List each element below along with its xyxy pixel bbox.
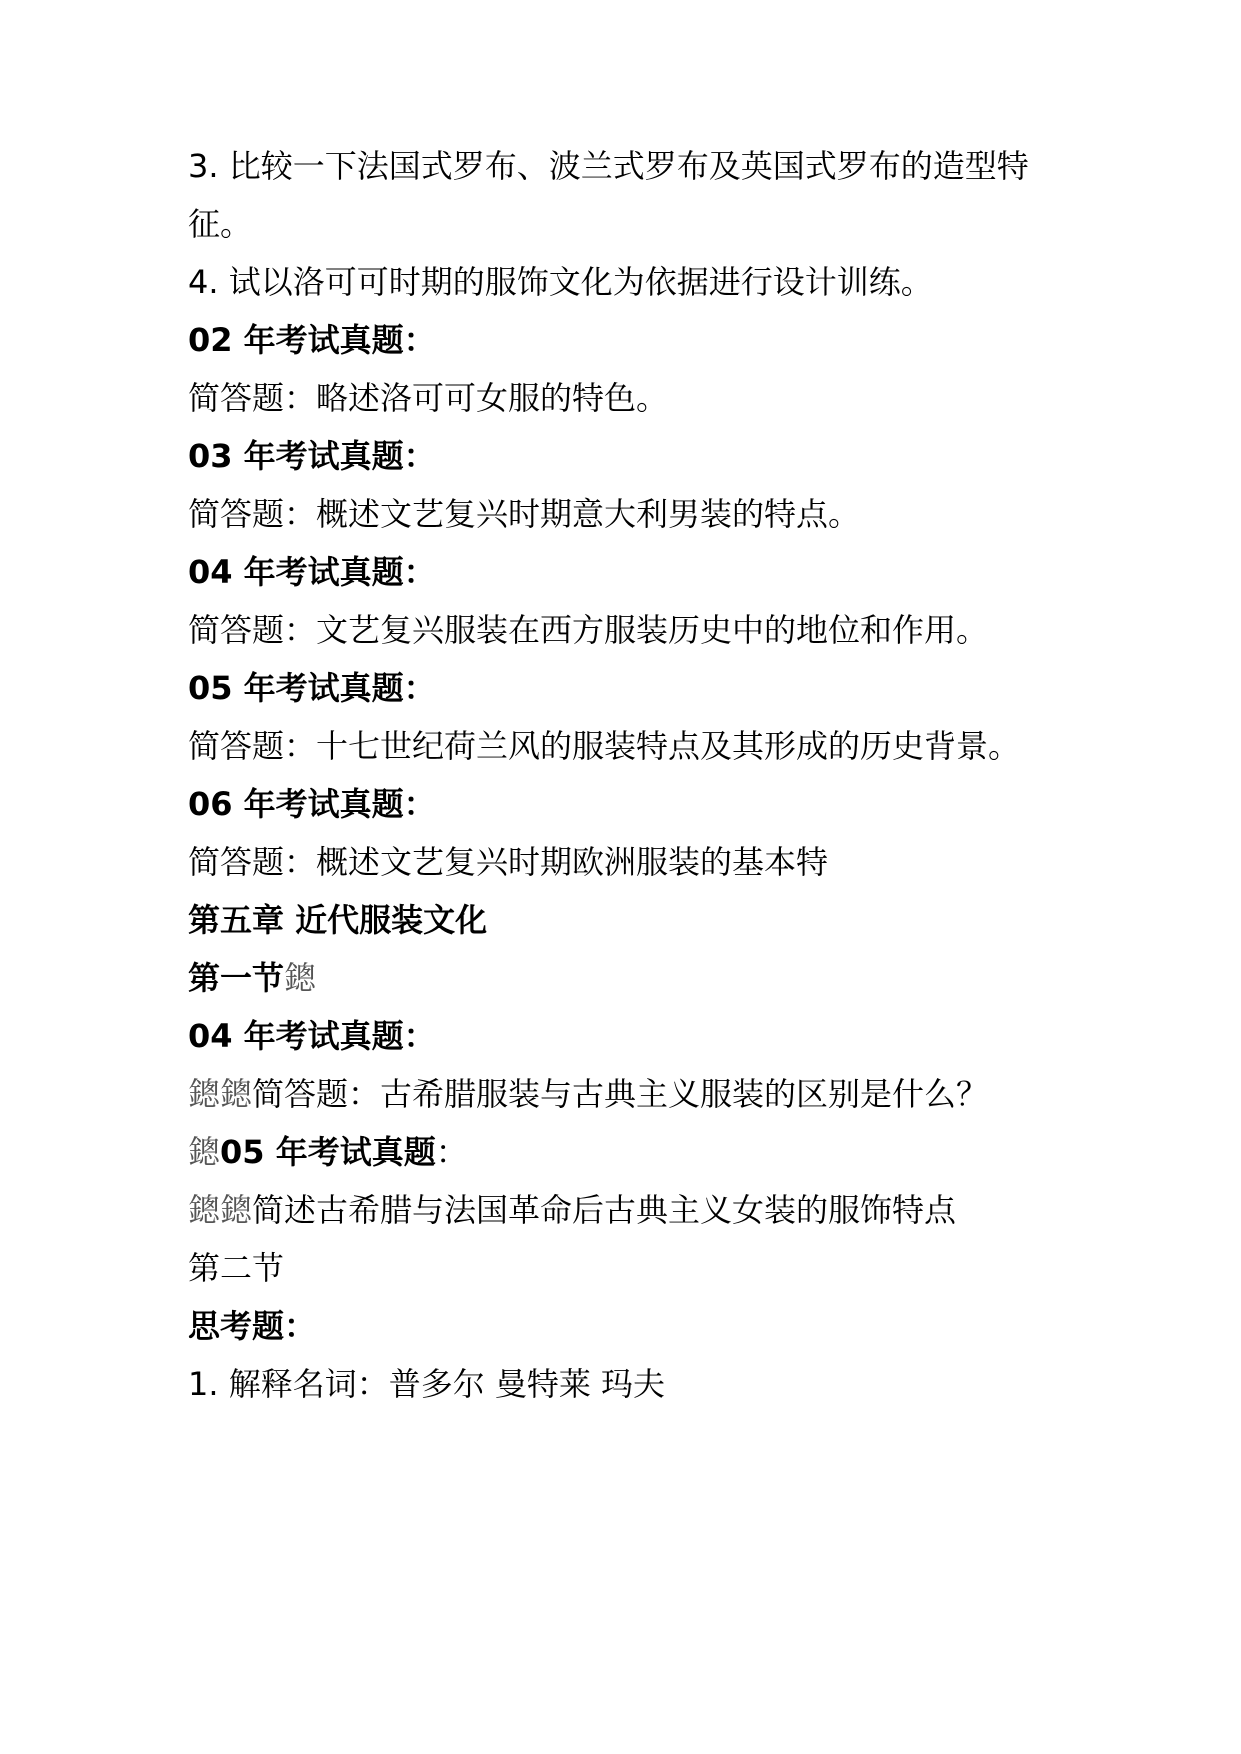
- garbled-glyph: 鏓: [284, 959, 317, 997]
- section-1-label: 第一节: [188, 959, 285, 997]
- question-3-line-1: 3. 比较一下法国式罗布、波兰式罗布及英国式罗布的造型特: [188, 147, 1029, 185]
- garbled-glyph: 鏓: [188, 1133, 221, 1171]
- colon: ：: [435, 1133, 468, 1171]
- section-2-heading: 第二节: [188, 1249, 285, 1287]
- exam-02-question: 简答题：略述洛可可女服的特色。: [188, 379, 669, 417]
- question-3-line-2: 征。: [188, 205, 253, 243]
- thinking-questions-heading: 思考题：: [188, 1307, 317, 1345]
- question-text: 简述古希腊与法国革命后古典主义女装的服饰特点: [252, 1191, 957, 1229]
- section-1-exam-05-heading: [188, 1128, 1088, 1176]
- exam-06-heading: 06 年考试真题：: [188, 785, 436, 823]
- section-1-exam-04-question: [188, 1070, 1088, 1118]
- chapter-5-title: 第五章 近代服装文化: [188, 901, 488, 939]
- question-text: 简答题：古希腊服装与古典主义服装的区别是什么？: [252, 1075, 989, 1113]
- exam-03-question: 简答题：概述文艺复兴时期意大利男装的特点。: [188, 495, 861, 533]
- exam-04-question: 简答题：文艺复兴服装在西方服装历史中的地位和作用。: [188, 611, 989, 649]
- exam-05-label: 05 年考试真题: [220, 1133, 436, 1171]
- section-1-exam-04-heading: 04 年考试真题：: [188, 1017, 436, 1055]
- thinking-question-1: 1. 解释名词：普多尔 曼特莱 玛夫: [188, 1365, 666, 1403]
- exam-02-heading: 02 年考试真题：: [188, 321, 436, 359]
- exam-04-heading: 04 年考试真题：: [188, 553, 436, 591]
- exam-05-heading: 05 年考试真题：: [188, 669, 436, 707]
- section-1-heading: [188, 954, 1088, 1002]
- exam-05-question: 简答题：十七世纪荷兰风的服装特点及其形成的历史背景。: [188, 727, 1021, 765]
- exam-06-question: 简答题：概述文艺复兴时期欧洲服装的基本特: [188, 843, 829, 881]
- question-4: 4. 试以洛可可时期的服饰文化为依据进行设计训练。: [188, 263, 933, 301]
- garbled-glyph: 鏓鏓: [188, 1075, 253, 1113]
- exam-03-heading: 03 年考试真题：: [188, 437, 436, 475]
- garbled-glyph: 鏓鏓: [188, 1191, 253, 1229]
- section-1-exam-05-question: [188, 1186, 1088, 1234]
